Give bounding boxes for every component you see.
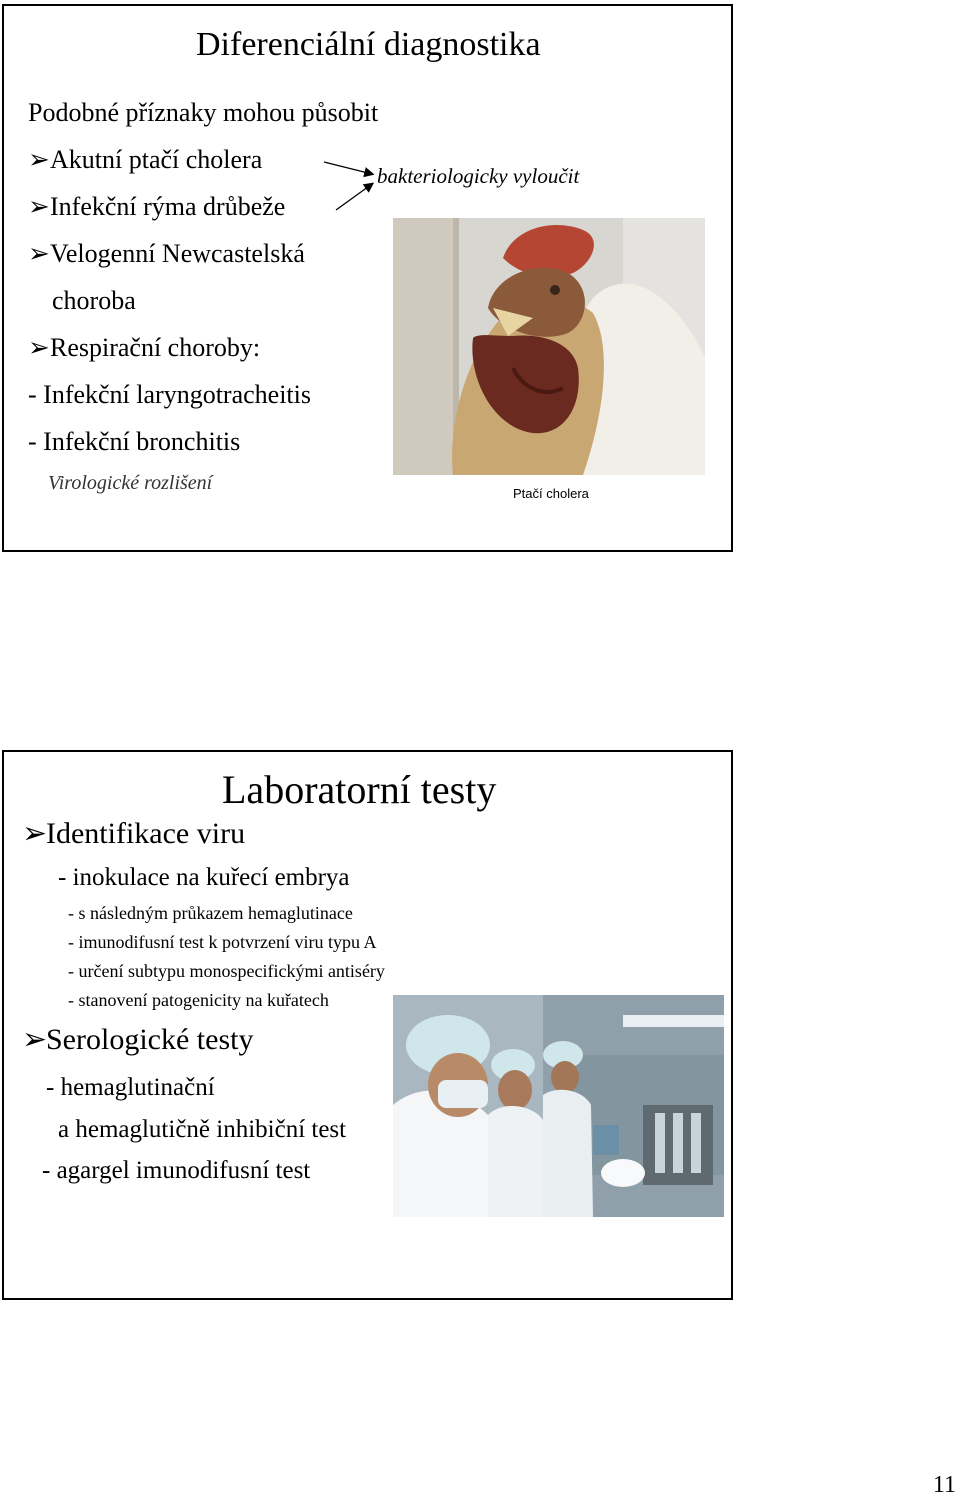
sub-list-item: - s následným průkazem hemaglutinace <box>68 903 353 923</box>
sub-item: - Infekční laryngotracheitis <box>28 380 311 409</box>
laboratory-photo <box>393 995 724 1217</box>
slide-title: Laboratorní testy <box>222 767 497 812</box>
sub-list-item: - imunodifusní test k potvrzení viru typu A <box>68 932 377 952</box>
bullet-item: ➢Akutní ptačí cholera <box>28 145 263 174</box>
sub-list-item: - stanovení patogenicity na kuřatech <box>68 990 329 1010</box>
arrow-bullet-icon: ➢ <box>28 145 50 174</box>
page-number: 11 <box>932 1472 956 1498</box>
pointer-arrows-icon <box>322 152 378 212</box>
arrow-bullet-icon: ➢ <box>22 1023 48 1056</box>
sub-list-item: - určení subtypu monospecifickými antiséry <box>68 961 385 981</box>
bacteriology-note: bakteriologicky vyloučit <box>377 164 580 188</box>
arrow-bullet-icon: ➢ <box>28 239 50 268</box>
bullet-continuation: choroba <box>52 286 136 315</box>
virology-note: Virologické rozlišení <box>48 472 213 494</box>
slide-title: Diferenciální diagnostika <box>196 26 541 63</box>
rooster-image-icon <box>393 218 705 475</box>
list-item: - hemaglutinační <box>46 1074 215 1101</box>
list-item: - agargel imunodifusní test <box>42 1157 311 1184</box>
laboratory-image-icon <box>393 995 724 1217</box>
bullet-item: ➢Respirační choroby: <box>28 333 261 362</box>
photo-caption: Ptačí cholera <box>513 486 589 501</box>
section-heading: ➢Identifikace viru <box>22 817 246 850</box>
slide-laboratory-tests <box>2 750 733 1300</box>
section-heading: ➢Serologické testy <box>22 1023 254 1056</box>
list-item: - inokulace na kuřecí embrya <box>58 864 350 891</box>
bullet-item: ➢Infekční rýma drůbeže <box>28 192 286 221</box>
intro-text: Podobné příznaky mohou působit <box>28 98 379 127</box>
list-item: a hemaglutičně inhibiční test <box>58 1116 347 1143</box>
arrow-bullet-icon: ➢ <box>28 192 50 221</box>
bullet-item: ➢Velogenní Newcastelská <box>28 239 305 268</box>
arrow-bullet-icon: ➢ <box>22 817 48 850</box>
rooster-photo <box>393 218 705 475</box>
slide-differential-diagnosis <box>2 4 733 552</box>
sub-item: - Infekční bronchitis <box>28 427 241 456</box>
arrow-bullet-icon: ➢ <box>28 333 50 362</box>
